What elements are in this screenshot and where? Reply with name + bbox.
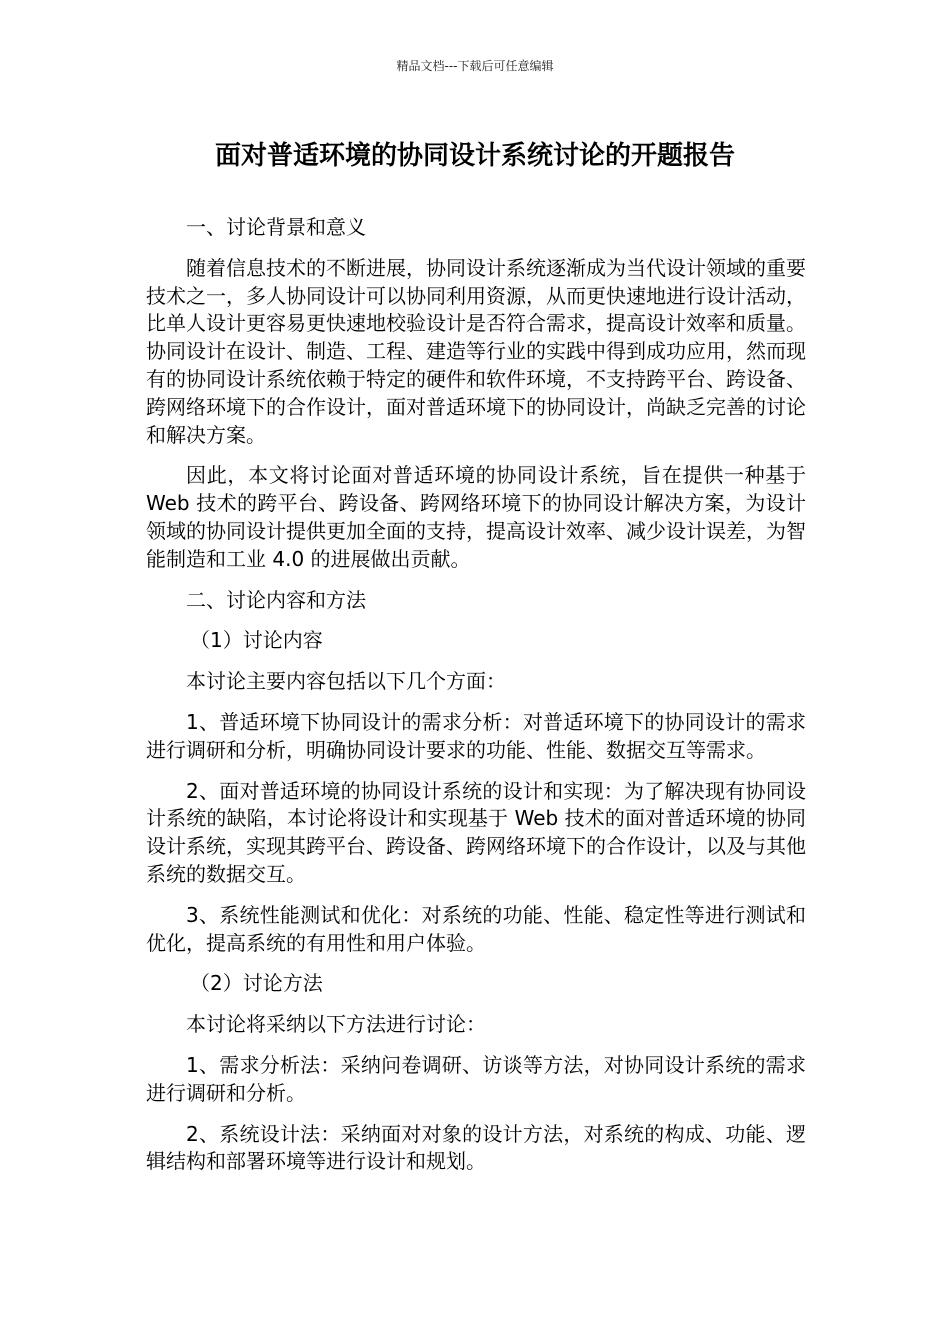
- paragraph-content-item-2: 2、面对普适环境的协同设计系统的设计和实现：为了解决现有协同设计系统的缺陷，本讨论将设计和实现基于 Web 技术的面对普适环境的协同设计系统，实现其跨平台、跨设备、跨网络环境下的合作设计，以及与其他系统的数据交互。: [146, 778, 806, 886]
- subheading-content: （1）讨论内容: [190, 628, 323, 653]
- paragraph-method-item-2: 2、系统设计法：采纳面对对象的设计方法，对系统的构成、功能、逻辑结构和部署环境等进行设计和规划。: [146, 1121, 806, 1174]
- paragraph-content-item-1: 1、普适环境下协同设计的需求分析：对普适环境下的协同设计的需求进行调研和分析，明确协同设计要求的功能、性能、数据交互等需求。: [146, 709, 806, 762]
- document-title: 面对普适环境的协同设计系统讨论的开题报告: [214, 141, 735, 171]
- paragraph-content-item-3: 3、系统性能测试和优化：对系统的功能、性能、稳定性等进行测试和优化，提高系统的有用性和用户体验。: [146, 902, 806, 955]
- paragraph-method-item-1: 1、需求分析法：采纳问卷调研、访谈等方法，对协同设计系统的需求进行调研和分析。: [146, 1052, 806, 1105]
- paragraph-background: 随着信息技术的不断进展，协同设计系统逐渐成为当代设计领域的重要技术之一，多人协同设计可以协同利用资源，从而更快速地进行设计活动，比单人设计更容易更快速地校验设计是否符合需求，提高设计效率和质量。协同设计在设计、制造、工程、建造等行业的实践中得到成功应用，然而现有的协同设计系统依赖于特定的硬件和软件环境，不支持跨平台、跨设备、跨网络环境下的合作设计，面对普适环境下的协同设计，尚缺乏完善的讨论和解决方案。: [146, 255, 806, 447]
- subheading-method: （2）讨论方法: [190, 971, 323, 996]
- section-heading-background: 一、讨论背景和意义: [186, 215, 366, 239]
- page-header-note: 精品文档---下载后可任意编辑: [396, 59, 554, 73]
- section-heading-content-method: 二、讨论内容和方法: [186, 587, 366, 612]
- paragraph-content-intro: 本讨论主要内容包括以下几个方面：: [186, 669, 506, 694]
- paragraph-purpose: 因此，本文将讨论面对普适环境的协同设计系统，旨在提供一种基于 Web 技术的跨平台、跨设备、跨网络环境下的协同设计解决方案，为设计领域的协同设计提供更加全面的支持，提高设计效率、减少设计误差，为智能制造和工业 4.0 的进展做出贡献。: [146, 463, 806, 571]
- document-body: [146, 214, 806, 1189]
- paragraph-method-intro: 本讨论将采纳以下方法进行讨论：: [186, 1012, 486, 1037]
